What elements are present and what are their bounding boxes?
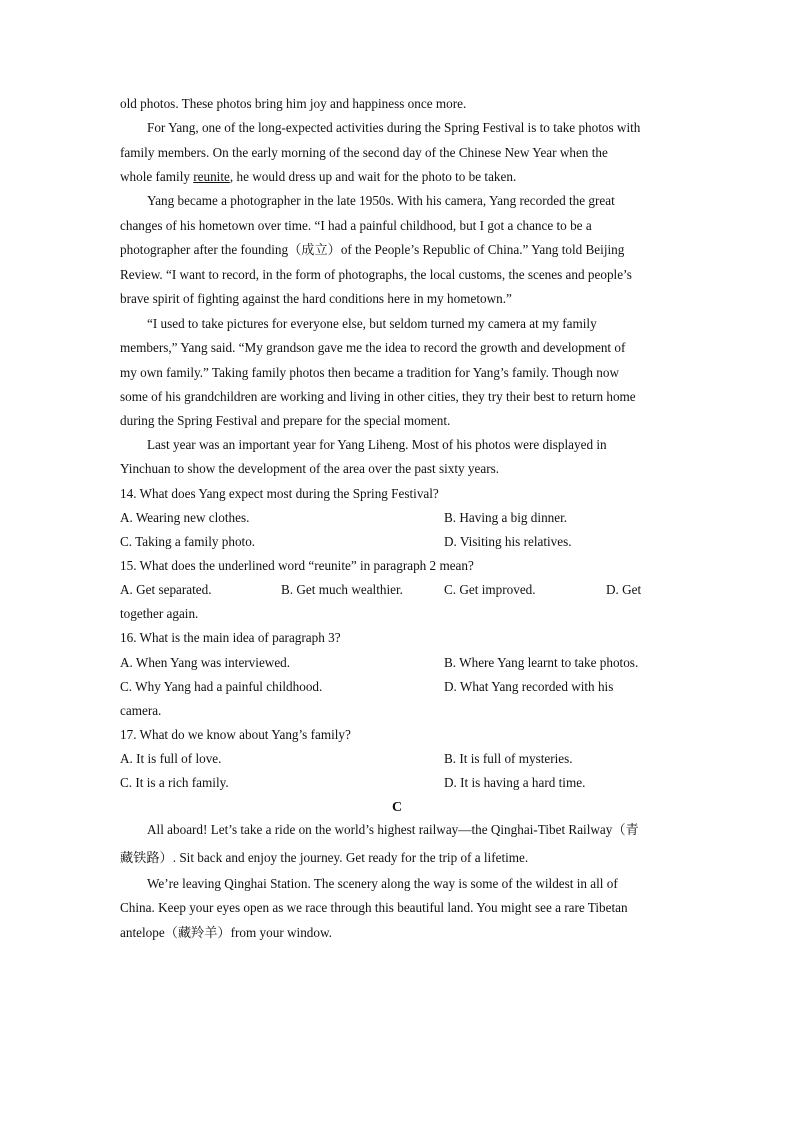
passage-line [120, 169, 516, 185]
option-a: A. It is full of love. [120, 751, 222, 766]
option-c: C. Get improved. [444, 582, 536, 597]
question-16: 16. What is the main idea of paragraph 3? [120, 630, 341, 645]
passage-line: members,” Yang said. “My grandson gave me the idea to record the growth and development of [120, 340, 626, 355]
passage-line: during the Spring Festival and prepare for the special moment. [120, 413, 451, 428]
passage-line: 藏铁路）. Sit back and enjoy the journey. Get ready for the trip of a lifetime. [120, 850, 529, 865]
option-a: A. Wearing new clothes. [120, 510, 250, 525]
passage-line: some of his grandchildren are working and living in other cities, they try their best to return home [120, 389, 636, 404]
passage-line: All aboard! Let’s take a ride on the world’s highest railway—the Qinghai-Tibet Railway（青 [147, 822, 639, 837]
option-b: B. It is full of mysteries. [444, 751, 573, 766]
passage-line: antelope（藏羚羊）from your window. [120, 925, 332, 940]
section-heading: C [391, 800, 403, 815]
question-17: 17. What do we know about Yang’s family? [120, 727, 351, 742]
option-d-continued: together again. [120, 606, 199, 621]
question-14: 14. What does Yang expect most during the Spring Festival? [120, 486, 439, 501]
option-d: D. It is having a hard time. [444, 775, 586, 790]
option-b: B. Get much wealthier. [281, 582, 403, 597]
option-d: D. What Yang recorded with his [444, 679, 614, 694]
option-c: C. Taking a family photo. [120, 534, 256, 549]
passage-line: changes of his hometown over time. “I had a painful childhood, but I got a chance to be a [120, 218, 592, 233]
passage-line: my own family.” Taking family photos then became a tradition for Yang’s family. Though now [120, 365, 620, 380]
option-c: C. It is a rich family. [120, 775, 229, 790]
option-a: A. When Yang was interviewed. [120, 655, 291, 670]
passage-line: We’re leaving Qinghai Station. The scenery along the way is some of the wildest in all of [147, 876, 618, 891]
passage-line: Review. “I want to record, in the form of photographs, the local customs, the scenes and people’s [120, 267, 632, 282]
text-span: whole family [120, 169, 194, 184]
passage-line: For Yang, one of the long-expected activities during the Spring Festival is to take photos with [147, 120, 641, 135]
option-d: D. Visiting his relatives. [444, 534, 572, 549]
passage-line: photographer after the founding（成立）of the People’s Republic of China.” Yang told Beijing [120, 242, 625, 257]
option-a: A. Get separated. [120, 582, 212, 597]
passage-line: “I used to take pictures for everyone else, but seldom turned my camera at my family [147, 316, 597, 331]
passage-line: China. Keep your eyes open as we race through this beautiful land. You might see a rare Tibetan [120, 900, 628, 915]
passage-line: old photos. These photos bring him joy and happiness once more. [120, 96, 467, 111]
text-span: , he would dress up and wait for the photo to be taken. [229, 169, 517, 184]
underlined-word: reunite [193, 169, 230, 184]
option-b: B. Where Yang learnt to take photos. [444, 655, 639, 670]
option-c: C. Why Yang had a painful childhood. [120, 679, 323, 694]
passage-line: brave spirit of fighting against the hard conditions here in my hometown.” [120, 291, 512, 306]
passage-line: family members. On the early morning of the second day of the Chinese New Year when the [120, 145, 608, 160]
passage-line: Last year was an important year for Yang Liheng. Most of his photos were displayed in [147, 437, 607, 452]
question-15: 15. What does the underlined word “reunite” in paragraph 2 mean? [120, 558, 474, 573]
option-d: D. Get [606, 582, 642, 597]
passage-line: Yinchuan to show the development of the area over the past sixty years. [120, 461, 500, 476]
passage-line: Yang became a photographer in the late 1950s. With his camera, Yang recorded the great [147, 193, 615, 208]
option-d-continued: camera. [120, 703, 162, 718]
option-b: B. Having a big dinner. [444, 510, 568, 525]
